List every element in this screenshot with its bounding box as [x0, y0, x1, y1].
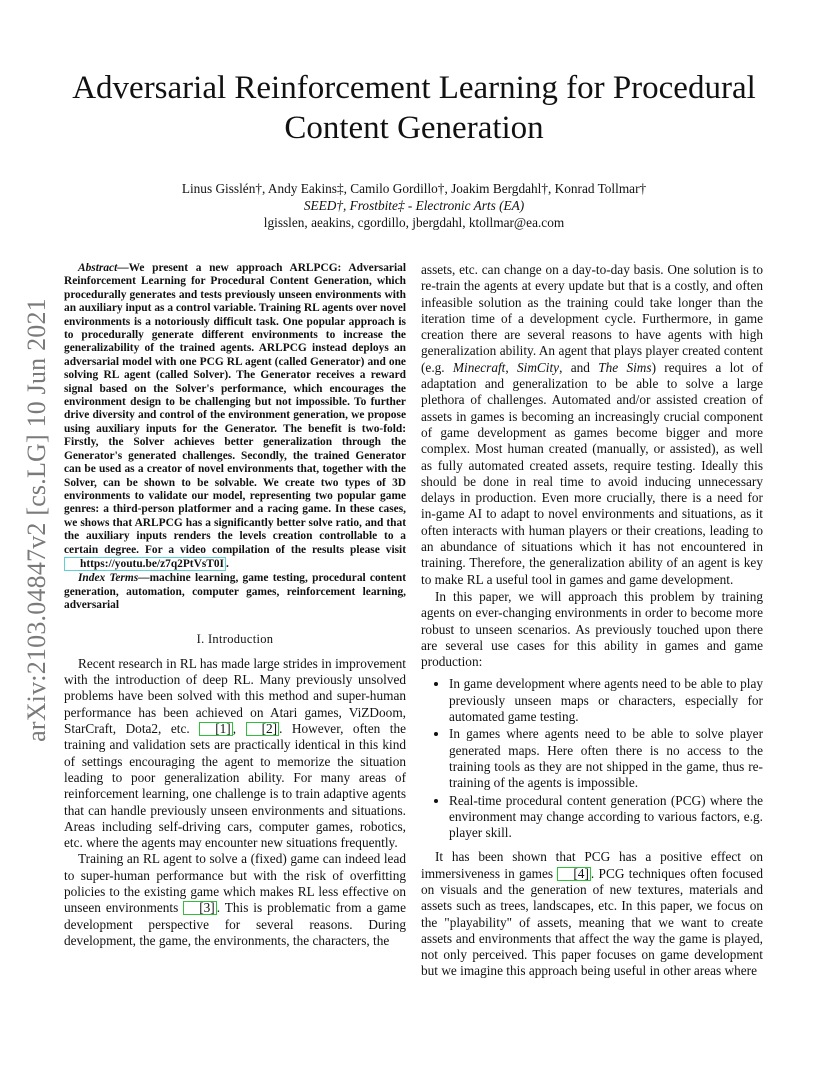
intro-p1-sep: ,: [232, 721, 246, 737]
right-p1-text-a: assets, etc. can change on a day-to-day basis. One solution is to re-train the agents at every update but that is a costly, and often infeasible solution as the training could take longer than the iteration time of a development cycle. Furthermore, in game creation there are several reasons to have agents with high generalization ability. An agent that plays player created content (e.g.: [421, 262, 763, 375]
list-item: • In games where agents need to be able to solve player generated maps. Here often there is no access to the training tools as they are not shipped in the game, thus re-training of the agents is impossible.: [449, 726, 763, 791]
author-emails: lgisslen, aeakins, cgordillo, jbergdahl, ktollmar@ea.com: [263, 215, 565, 230]
abstract-text: We present a new approach ARLPCG: Adversarial Reinforcement Learning for Procedural Content Generation, which procedurally generates and tests previously unseen environments with an auxiliary input as a control variable. Training RL agents over novel environments is a notoriously difficult task. One popular approach is to procedurally generate different environments to increase the generalizability of the trained agents. ARLPCG instead deploys an adversarial model with one PCG RL agent (called Generator) and one solving RL agent (called Solver). The Generator receives a reward signal based on the Solver's performance, which encourages the environment design to be challenging but not impossible. To further drive diversity and control of the environment generation, we propose using auxiliary inputs for the Generator. The benefit is two-fold: Firstly, the Solver achieves better generalization through the Generator's generated challenges. Secondly, the trained Generator can be used as a creator of novel environments that, together with the Solver, can be shown to be solvable. We create two types of 3D environments to validate our model, representing two popular game genres: a third-person platformer and a racing game. In these cases, we shows that ARLPCG has a significantly better solve ratio, and that the auxiliary inputs renders the levels creation controllable to a certain degree. For a video compilation of the results please visit: [64, 262, 406, 556]
intro-paragraph-2: [64, 851, 406, 949]
intro-paragraph-3: In this paper, we will approach this problem by training agents on ever-changing environments in order to become more robust to unseen scenarios. As previously touched upon there are several use cases for this ability in games and game production:: [421, 588, 763, 670]
author-affiliations: SEED†, Frostbite‡ - Electronic Arts (EA): [303, 198, 525, 213]
title-line-2: Content Generation: [284, 110, 544, 146]
arxiv-sidebar-stamp: [12, 280, 62, 760]
list-item: • Real-time procedural content generation (PCG) where the environment may change according to various factors, e.g. player skill.: [449, 793, 763, 842]
game-title-simcity: SimCity: [516, 359, 560, 375]
intro-p1-text-b: . However, often the training and validation sets are practically identical in this kind of settings encouraging the agent to memorize the situation leading to poor generalization ability. For many areas of reinforcement learning, one challenge is to train adaptive agents that can handle previously unseen environments and situations. Areas including self-driving cars, computer games, robotics, etc. where the agents may encounter new situations frequently.: [64, 721, 406, 851]
citation-3[interactable]: [3]: [183, 901, 217, 915]
paper-title: [60, 68, 768, 148]
left-column: [64, 262, 406, 949]
game-title-the-sims: The Sims: [598, 359, 652, 375]
title-line-1: Adversarial Reinforcement Learning for Procedural: [72, 70, 756, 106]
right-p3-text-a: It has been shown that PCG has a positive effect on immersiveness in games: [421, 849, 763, 881]
right-p3-text-b: . PCG techniques often focused on visuals and the generation of new textures, materials and assets such as trees, landscapes, etc. In this paper, we focus on the "playability" of assets, meaning that we want to create assets and environments that affect the way the game is played, not only perceived. This paper focuses on game development but we imagine this approach being useful in other areas where: [421, 865, 763, 979]
index-terms-dash: —: [138, 572, 150, 585]
citation-2[interactable]: [2]: [246, 722, 280, 736]
intro-p2-text-b: . This is problematic from a game development perspective for several reasons. During development, the game, the environments, the characters, the: [64, 900, 406, 948]
list-item: • In game development where agents need to be able to play previously unseen maps or characters, especially for automated game testing.: [449, 676, 763, 725]
author-block: [60, 180, 768, 231]
index-terms: [64, 572, 406, 612]
citation-4[interactable]: [4]: [557, 867, 591, 881]
arxiv-identifier: arXiv:2103.04847v2 [cs.LG] 10 Jun 2021: [22, 298, 51, 742]
right-column: [421, 262, 763, 980]
citation-1[interactable]: [1]: [199, 722, 233, 736]
game-title-minecraft: Minecraft: [452, 359, 506, 375]
intro-p1-text-a: Recent research in RL has made large strides in improvement with the introduction of deep RL. Many previously unsolved problems have been solved with this method and super-human performance has been achieved on Atari games, ViZDoom, StarCraft, Dota2, etc.: [64, 655, 406, 737]
intro-paragraph-2-continued: [421, 262, 763, 588]
right-p1-text-b: ) requires a lot of adaptation and generalization to be able to solve a large plethora of challenges. Automated and/or assisted creation of assets in games is becoming an increasingly crucial component of game development as games become bigger and more complex. Most human created (manually, or assisted), as well as fully automated created assets, require testing. Ideally this should be done in real time to avoid inducing unnecessary delays in production. Even more crucially, there is a need for in-game AI to adapt to novel environments and situations, as it often interacts with human players or their creations, leading to an abundance of situations which it has not encountered in training. Therefore, the generalization ability of an agent is key to make RL a useful tool in games and game development.: [421, 359, 763, 587]
author-names: Linus Gisslén†, Andy Eakins‡, Camilo Gordillo†, Joakim Bergdahl†, Konrad Tollmar†: [181, 181, 647, 196]
intro-paragraph-1: [64, 656, 406, 852]
abstract-end: .: [226, 557, 229, 570]
index-terms-label: Index Terms: [78, 572, 139, 585]
right-p1-sep-2: , and: [559, 359, 599, 375]
abstract-label: Abstract: [78, 262, 118, 274]
abstract-dash: —: [117, 262, 129, 274]
abstract: [64, 262, 406, 571]
right-p1-sep-1: ,: [505, 359, 517, 375]
intro-paragraph-4: [421, 849, 763, 979]
index-terms-text: machine learning, game testing, procedural content generation, automation, computer games, reinforcement learning, adversarial: [64, 572, 406, 612]
use-case-list: [421, 676, 763, 841]
section-heading-introduction: I. Introduction: [196, 631, 274, 646]
intro-p2-text-a: Training an RL agent to solve a (fixed) game can indeed lead to super-human performance but with the risk of overfitting policies to the existing game which makes RL less effective on unseen environments: [64, 851, 406, 916]
video-link[interactable]: https://youtu.be/z7q2PtVsT0I: [64, 557, 226, 571]
